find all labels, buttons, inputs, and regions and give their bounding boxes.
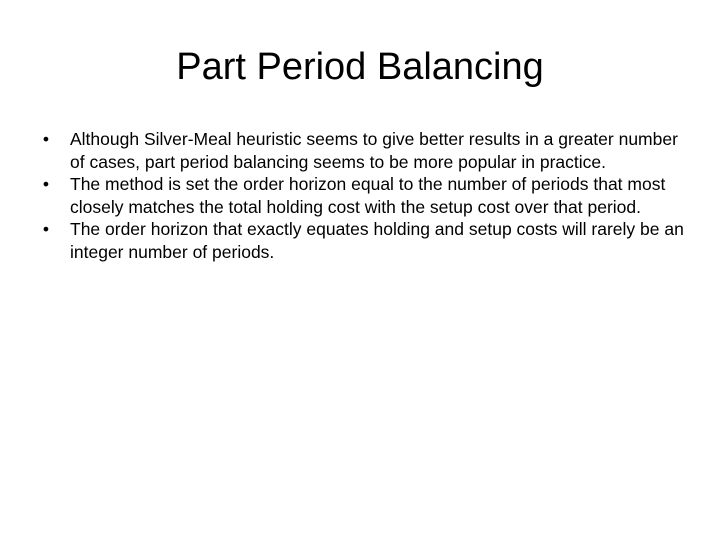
bullet-marker: • [42,129,50,149]
bullet-marker: • [42,174,50,194]
bullet-item [36,218,684,263]
bullet-item [36,173,684,218]
bullet-item [36,128,684,173]
slide-title: Part Period Balancing [176,46,544,88]
bullet-text: The method is set the order horizon equal to the number of periods that most closely matches the total holding cost with the setup cost over that period. [70,174,666,217]
bullet-list [36,128,684,263]
bullet-text: Although Silver-Meal heuristic seems to give better results in a greater number of cases, part period balancing seems to be more popular in practice. [70,129,678,172]
bullet-marker: • [42,219,50,239]
bullet-text: The order horizon that exactly equates holding and setup costs will rarely be an integer number of periods. [70,219,684,262]
